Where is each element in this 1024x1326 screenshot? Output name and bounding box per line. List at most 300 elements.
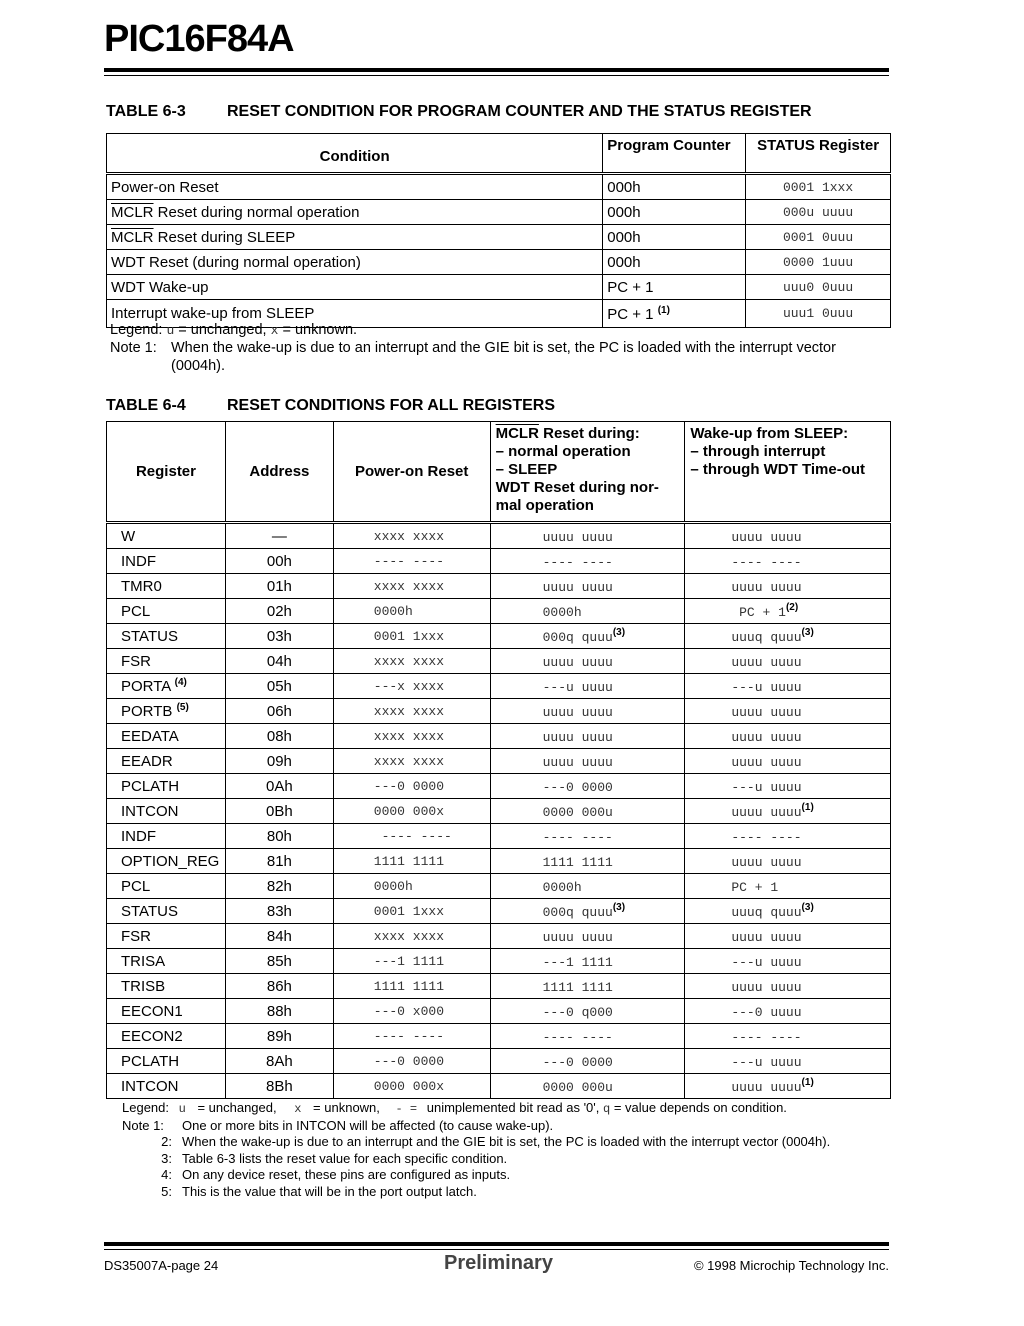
- mclr-value: uuuu uuuu: [542, 530, 613, 545]
- header-rule-thin: [104, 75, 889, 76]
- address-value: 06h: [225, 699, 333, 724]
- wake-value: uuuu uuuu: [731, 580, 802, 595]
- table64-row: [107, 874, 891, 899]
- wake-cell: [685, 924, 891, 949]
- mclr-note: (3): [612, 902, 626, 913]
- por-value: 0000h: [333, 874, 490, 899]
- mclr-cell: [490, 949, 685, 974]
- wake-cell: [685, 649, 891, 674]
- program-counter-cell: [603, 275, 746, 300]
- por-value: xxxx xxxx: [333, 924, 490, 949]
- table64-row: [107, 849, 891, 874]
- table63-row: [107, 275, 891, 300]
- register-name: OPTION_REG: [121, 853, 220, 870]
- mclr-value: ---- ----: [542, 830, 613, 845]
- wake-cell: [685, 899, 891, 924]
- mclr-value: 0000h: [542, 880, 582, 895]
- register-name: TMR0: [121, 578, 162, 595]
- mclr-value: 0000 000u: [542, 805, 613, 820]
- register-cell: [107, 649, 226, 674]
- condition-cell: [107, 275, 603, 300]
- mclr-cell: [490, 1074, 685, 1099]
- table64-row: [107, 1024, 891, 1049]
- address-value: 09h: [225, 749, 333, 774]
- condition-text: Reset during normal operation: [153, 203, 360, 221]
- legend-x-text: = unknown,: [309, 1100, 380, 1115]
- mclr-cell: [490, 523, 685, 549]
- por-value: ---0 0000: [333, 774, 490, 799]
- wake-wdt-timeout: – through WDT Time-out: [690, 461, 866, 478]
- wake-cell: [685, 699, 891, 724]
- table63-note-text-line1: When the wake-up is due to an interrupt and the GIE bit is set, the PC is loaded with the interrupt vector: [171, 340, 836, 356]
- por-value: 0001 1xxx: [333, 899, 490, 924]
- wake-cell: [685, 1049, 891, 1074]
- wake-value: ---u uuuu: [731, 680, 802, 695]
- address-value: 0Bh: [225, 799, 333, 824]
- table64-note: [122, 1151, 830, 1168]
- note-key: Note 1:: [122, 1117, 164, 1133]
- wake-note: (3): [801, 627, 814, 638]
- condition-text: WDT Reset (during normal operation): [111, 253, 361, 271]
- register-cell: [107, 774, 226, 799]
- table63-legend: [110, 322, 357, 338]
- mclr-cell: [490, 724, 685, 749]
- legend-x-text: = unknown.: [278, 322, 358, 338]
- address-value: 82h: [225, 874, 333, 899]
- address-value: 80h: [225, 824, 333, 849]
- register-cell: [107, 574, 226, 599]
- legend-q-symbol: q: [603, 1102, 611, 1116]
- mclr-wdt-line2: mal operation: [495, 497, 594, 514]
- por-value: ---- ----: [333, 1024, 490, 1049]
- mclr-value: 000q quuu: [542, 630, 613, 645]
- table64-row: [107, 924, 891, 949]
- register-name: EECON2: [121, 1028, 183, 1045]
- table64-row: [107, 1049, 891, 1074]
- status-register-value: uuu1 0uuu: [746, 300, 891, 328]
- table64-legend: [122, 1100, 830, 1118]
- register-name: INTCON: [121, 1078, 179, 1095]
- condition-cell: [107, 174, 603, 200]
- table64-col-por: Power-on Reset: [333, 422, 490, 523]
- mclr-cell: [490, 999, 685, 1024]
- wake-value: uuuu uuuu: [731, 930, 802, 945]
- table64-col-register: Register: [107, 422, 226, 523]
- address-value: 89h: [225, 1024, 333, 1049]
- register-name: PORTB: [121, 703, 177, 720]
- wake-cell: [685, 824, 891, 849]
- register-name: INDF: [121, 828, 156, 845]
- mclr-reset-during: Reset during:: [538, 425, 640, 442]
- footer-preliminary: Preliminary: [444, 1252, 553, 1274]
- legend-dash-symbol: - =: [395, 1102, 418, 1116]
- register-name: FSR: [121, 653, 151, 670]
- program-counter-cell: [603, 200, 746, 225]
- table63-number: TABLE 6-3: [106, 103, 186, 120]
- wake-value: PC + 1: [731, 880, 779, 895]
- mclr-cell: [490, 749, 685, 774]
- mclr-cell: [490, 849, 685, 874]
- mclr-cell: [490, 1024, 685, 1049]
- wake-note: (2): [785, 602, 799, 613]
- table63-col-program-counter: Program Counter: [603, 134, 746, 174]
- table63-note-text-line2: (0004h).: [171, 358, 226, 374]
- mclr-normal-operation: – normal operation: [495, 443, 631, 460]
- mclr-cell: [490, 974, 685, 999]
- wake-value: ---u uuuu: [731, 780, 802, 795]
- wake-value: uuuu uuuu: [731, 1080, 802, 1095]
- table64-row: [107, 774, 891, 799]
- wake-cell: [685, 949, 891, 974]
- mclr-cell: [490, 649, 685, 674]
- note-key: 3:: [161, 1150, 172, 1166]
- register-name: PCL: [121, 603, 151, 620]
- register-name: EEADR: [121, 753, 173, 770]
- register-name: PCLATH: [121, 1053, 180, 1070]
- por-value: 0000h: [333, 599, 490, 624]
- table64-number: TABLE 6-4: [106, 397, 186, 414]
- address-value: 02h: [225, 599, 333, 624]
- wake-note: (1): [801, 1077, 814, 1088]
- table63-caption: [106, 103, 812, 121]
- mclr-cell: [490, 824, 685, 849]
- por-value: 1111 1111: [333, 849, 490, 874]
- condition-text: Interrupt wake-up from SLEEP: [111, 305, 315, 322]
- program-counter-value: 000h: [607, 229, 641, 246]
- footer-copyright: © 1998 Microchip Technology Inc.: [693, 1258, 889, 1273]
- por-value: xxxx xxxx: [333, 749, 490, 774]
- register-cell: [107, 999, 226, 1024]
- mclr-value: 0000h: [542, 605, 582, 620]
- mclr-value: uuuu uuuu: [542, 755, 613, 770]
- register-cell: [107, 699, 226, 724]
- status-register-value: 0001 1xxx: [746, 174, 891, 200]
- address-value: 04h: [225, 649, 333, 674]
- address-value: 86h: [225, 974, 333, 999]
- por-value: xxxx xxxx: [333, 523, 490, 549]
- mclr-overline-label: MCLR: [495, 425, 539, 442]
- register-name: INDF: [121, 553, 156, 570]
- por-value: 0000 000x: [333, 799, 490, 824]
- wake-interrupt: – through interrupt: [690, 443, 826, 460]
- legend-u-text: = unchanged,: [174, 322, 271, 338]
- table64-row: [107, 649, 891, 674]
- wake-value: uuuu uuuu: [731, 980, 802, 995]
- por-value: ---x xxxx: [333, 674, 490, 699]
- wake-cell: [685, 874, 891, 899]
- table63: [106, 133, 891, 328]
- table64-note: [122, 1167, 830, 1184]
- mclr-cell: [490, 674, 685, 699]
- table64-row: [107, 724, 891, 749]
- register-name: EEDATA: [121, 728, 179, 745]
- register-name: W: [121, 528, 136, 545]
- legend-x-symbol: x: [270, 323, 279, 338]
- register-cell: [107, 874, 226, 899]
- por-value: ---0 0000: [333, 1049, 490, 1074]
- wake-cell: [685, 1024, 891, 1049]
- mclr-cell: [490, 599, 685, 624]
- mclr-value: ---0 q000: [542, 1005, 613, 1020]
- wake-note: (1): [801, 802, 814, 813]
- address-value: 83h: [225, 899, 333, 924]
- program-counter-cell: [603, 174, 746, 200]
- table64-notes: [122, 1100, 830, 1200]
- register-cell: [107, 849, 226, 874]
- program-counter-value: PC + 1: [607, 279, 654, 296]
- wake-value: uuuu uuuu: [731, 805, 802, 820]
- table64-note: [122, 1134, 830, 1151]
- register-name: STATUS: [121, 903, 178, 920]
- table64-col-wakeup: [685, 422, 891, 523]
- register-name: PORTA: [121, 678, 175, 695]
- program-counter-value: 000h: [607, 254, 641, 271]
- mclr-wdt-line1: WDT Reset during nor-: [495, 479, 659, 496]
- footer-rule-thick: [104, 1242, 889, 1246]
- table64-caption: [106, 397, 555, 415]
- register-name: STATUS: [121, 628, 178, 645]
- mclr-cell: [490, 874, 685, 899]
- mclr-cell: [490, 699, 685, 724]
- table64-row: [107, 674, 891, 699]
- register-note: (4): [174, 677, 187, 688]
- wake-cell: [685, 799, 891, 824]
- por-value: xxxx xxxx: [333, 649, 490, 674]
- table64: [106, 421, 891, 1099]
- program-counter-value: 000h: [607, 179, 641, 196]
- wake-cell: [685, 749, 891, 774]
- note-text: When the wake-up is due to an interrupt and the GIE bit is set, the PC is loaded with the interrupt vector (0004h).: [182, 1134, 831, 1149]
- table64-row: [107, 974, 891, 999]
- por-value: xxxx xxxx: [333, 699, 490, 724]
- address-value: 03h: [225, 624, 333, 649]
- wake-cell: [685, 624, 891, 649]
- legend-u-symbol: u: [166, 323, 175, 338]
- por-value: 0001 1xxx: [333, 624, 490, 649]
- footer-rule-thin: [104, 1249, 889, 1250]
- address-value: 01h: [225, 574, 333, 599]
- table64-row: [107, 799, 891, 824]
- register-cell: [107, 824, 226, 849]
- note-text: Table 6-3 lists the reset value for each specific condition.: [182, 1150, 508, 1166]
- table64-row: [107, 549, 891, 574]
- register-note: (5): [176, 702, 189, 713]
- address-value: 00h: [225, 549, 333, 574]
- note-text: One or more bits in INTCON will be affected (to cause wake-up).: [182, 1117, 554, 1133]
- program-counter-value: 000h: [607, 204, 641, 221]
- wake-value: ---u uuuu: [731, 955, 802, 970]
- mclr-value: uuuu uuuu: [542, 580, 613, 595]
- table64-note: [122, 1118, 830, 1135]
- condition-mclr: MCLR: [111, 228, 154, 246]
- page-title: PIC16F84A: [104, 18, 294, 60]
- register-cell: [107, 974, 226, 999]
- legend-u-symbol: u: [178, 1102, 186, 1116]
- program-counter-note: (1): [657, 304, 670, 316]
- table63-row: [107, 250, 891, 275]
- wake-value: uuuq quuu: [731, 905, 802, 920]
- mclr-value: ---u uuuu: [542, 680, 613, 695]
- table64-row: [107, 1074, 891, 1099]
- wake-value: uuuu uuuu: [731, 705, 802, 720]
- por-value: xxxx xxxx: [333, 724, 490, 749]
- condition-cell: [107, 225, 603, 250]
- status-register-value: 000u uuuu: [746, 200, 891, 225]
- mclr-cell: [490, 899, 685, 924]
- wake-cell: [685, 999, 891, 1024]
- header-rule-thick: [104, 68, 889, 72]
- table64-row: [107, 523, 891, 549]
- por-value: ---1 1111: [333, 949, 490, 974]
- table63-col-status-register: STATUS Register: [746, 134, 891, 174]
- register-name: TRISB: [121, 978, 166, 995]
- por-value: 0000 000x: [333, 1074, 490, 1099]
- register-cell: [107, 949, 226, 974]
- mclr-value: 0000 000u: [542, 1080, 613, 1095]
- table63-row: [107, 225, 891, 250]
- status-register-value: 0001 0uuu: [746, 225, 891, 250]
- table63-header-row: [107, 134, 891, 174]
- register-cell: [107, 899, 226, 924]
- program-counter-cell: [603, 250, 746, 275]
- wake-value: uuuu uuuu: [731, 530, 802, 545]
- mclr-value: ---1 1111: [542, 955, 613, 970]
- table64-note: [122, 1184, 830, 1201]
- program-counter-cell: [603, 225, 746, 250]
- register-cell: [107, 1074, 226, 1099]
- footer-doc-number: DS35007A-page 24: [104, 1258, 219, 1273]
- legend-label: Legend:: [122, 1100, 169, 1115]
- mclr-value: ---- ----: [542, 1030, 613, 1045]
- mclr-value: ---0 0000: [542, 780, 613, 795]
- wake-value: uuuu uuuu: [731, 755, 802, 770]
- register-name: INTCON: [121, 803, 179, 820]
- register-cell: [107, 549, 226, 574]
- table64-row: [107, 574, 891, 599]
- wake-cell: [685, 849, 891, 874]
- table63-col-condition: Condition: [107, 134, 603, 174]
- wake-cell: [685, 574, 891, 599]
- legend-u-text: = unchanged,: [193, 1100, 277, 1115]
- register-name: PCLATH: [121, 778, 180, 795]
- table64-col-address: Address: [225, 422, 333, 523]
- table64-row: [107, 949, 891, 974]
- address-value: 81h: [225, 849, 333, 874]
- table64-row: [107, 999, 891, 1024]
- mclr-cell: [490, 924, 685, 949]
- register-cell: [107, 523, 226, 549]
- condition-cell: [107, 250, 603, 275]
- address-value: 8Ah: [225, 1049, 333, 1074]
- wake-value: uuuq quuu: [731, 630, 802, 645]
- address-value: 08h: [225, 724, 333, 749]
- address-value: 85h: [225, 949, 333, 974]
- wake-cell: [685, 724, 891, 749]
- address-value: 88h: [225, 999, 333, 1024]
- register-cell: [107, 1049, 226, 1074]
- legend-dash-text: unimplemented bit read as '0',: [423, 1100, 600, 1115]
- register-cell: [107, 799, 226, 824]
- wake-value: ---- ----: [731, 1030, 802, 1045]
- legend-q-text: = value depends on condition.: [610, 1100, 787, 1115]
- register-name: FSR: [121, 928, 151, 945]
- note-key: 4:: [161, 1167, 172, 1182]
- por-value: ---- ----: [333, 549, 490, 574]
- mclr-cell: [490, 1049, 685, 1074]
- por-value: ---- ----: [333, 824, 490, 849]
- table63-note1-cont: [171, 358, 225, 374]
- wake-title: Wake-up from SLEEP:: [690, 425, 849, 442]
- mclr-value: 000q quuu: [542, 905, 613, 920]
- mclr-value: 1111 1111: [542, 980, 613, 995]
- register-cell: [107, 749, 226, 774]
- program-counter-value: PC + 1: [607, 305, 658, 323]
- note-text: This is the value that will be in the port output latch.: [182, 1183, 477, 1199]
- table63-title: RESET CONDITION FOR PROGRAM COUNTER AND THE STATUS REGISTER: [227, 103, 812, 120]
- mclr-cell: [490, 799, 685, 824]
- por-value: ---0 x000: [333, 999, 490, 1024]
- register-cell: [107, 1024, 226, 1049]
- wake-cell: [685, 523, 891, 549]
- wake-value: ---0 uuuu: [731, 1005, 802, 1020]
- table63-note-label: Note 1:: [110, 340, 157, 356]
- status-register-value: 0000 1uuu: [746, 250, 891, 275]
- table63-note1: [110, 340, 836, 356]
- register-name: PCL: [121, 878, 151, 895]
- legend-label: Legend:: [110, 322, 167, 338]
- mclr-sleep: – SLEEP: [495, 461, 558, 478]
- por-value: xxxx xxxx: [333, 574, 490, 599]
- table64-title: RESET CONDITIONS FOR ALL REGISTERS: [227, 397, 556, 414]
- register-name: EECON1: [121, 1003, 183, 1020]
- table63-row: [107, 200, 891, 225]
- legend-x-symbol: x: [294, 1102, 302, 1116]
- note-text: On any device reset, these pins are configured as inputs.: [182, 1167, 511, 1182]
- wake-cell: [685, 1074, 891, 1099]
- program-counter-cell: [603, 300, 746, 328]
- status-register-value: uuu0 0uuu: [746, 275, 891, 300]
- condition-text: Reset during SLEEP: [153, 228, 296, 246]
- register-name: TRISA: [121, 953, 166, 970]
- wake-value: uuuu uuuu: [731, 655, 802, 670]
- address-value: —: [225, 523, 333, 549]
- mclr-value: uuuu uuuu: [542, 655, 613, 670]
- mclr-value: uuuu uuuu: [542, 930, 613, 945]
- table63-row: [107, 174, 891, 200]
- mclr-value: ---- ----: [542, 555, 613, 570]
- mclr-value: uuuu uuuu: [542, 705, 613, 720]
- wake-note: (3): [801, 902, 814, 913]
- wake-cell: [685, 599, 891, 624]
- table64-row: [107, 749, 891, 774]
- table64-row: [107, 699, 891, 724]
- mclr-cell: [490, 774, 685, 799]
- wake-value: uuuu uuuu: [731, 855, 802, 870]
- table64-row: [107, 824, 891, 849]
- register-cell: [107, 924, 226, 949]
- wake-value: ---- ----: [731, 830, 802, 845]
- wake-value: ---u uuuu: [731, 1055, 802, 1070]
- note-key: 2:: [161, 1134, 172, 1149]
- address-value: 84h: [225, 924, 333, 949]
- mclr-value: uuuu uuuu: [542, 730, 613, 745]
- condition-mclr: MCLR: [111, 203, 154, 221]
- mclr-cell: [490, 549, 685, 574]
- wake-value: uuuu uuuu: [731, 730, 802, 745]
- register-cell: [107, 599, 226, 624]
- register-cell: [107, 624, 226, 649]
- condition-text: Power-on Reset: [111, 178, 219, 196]
